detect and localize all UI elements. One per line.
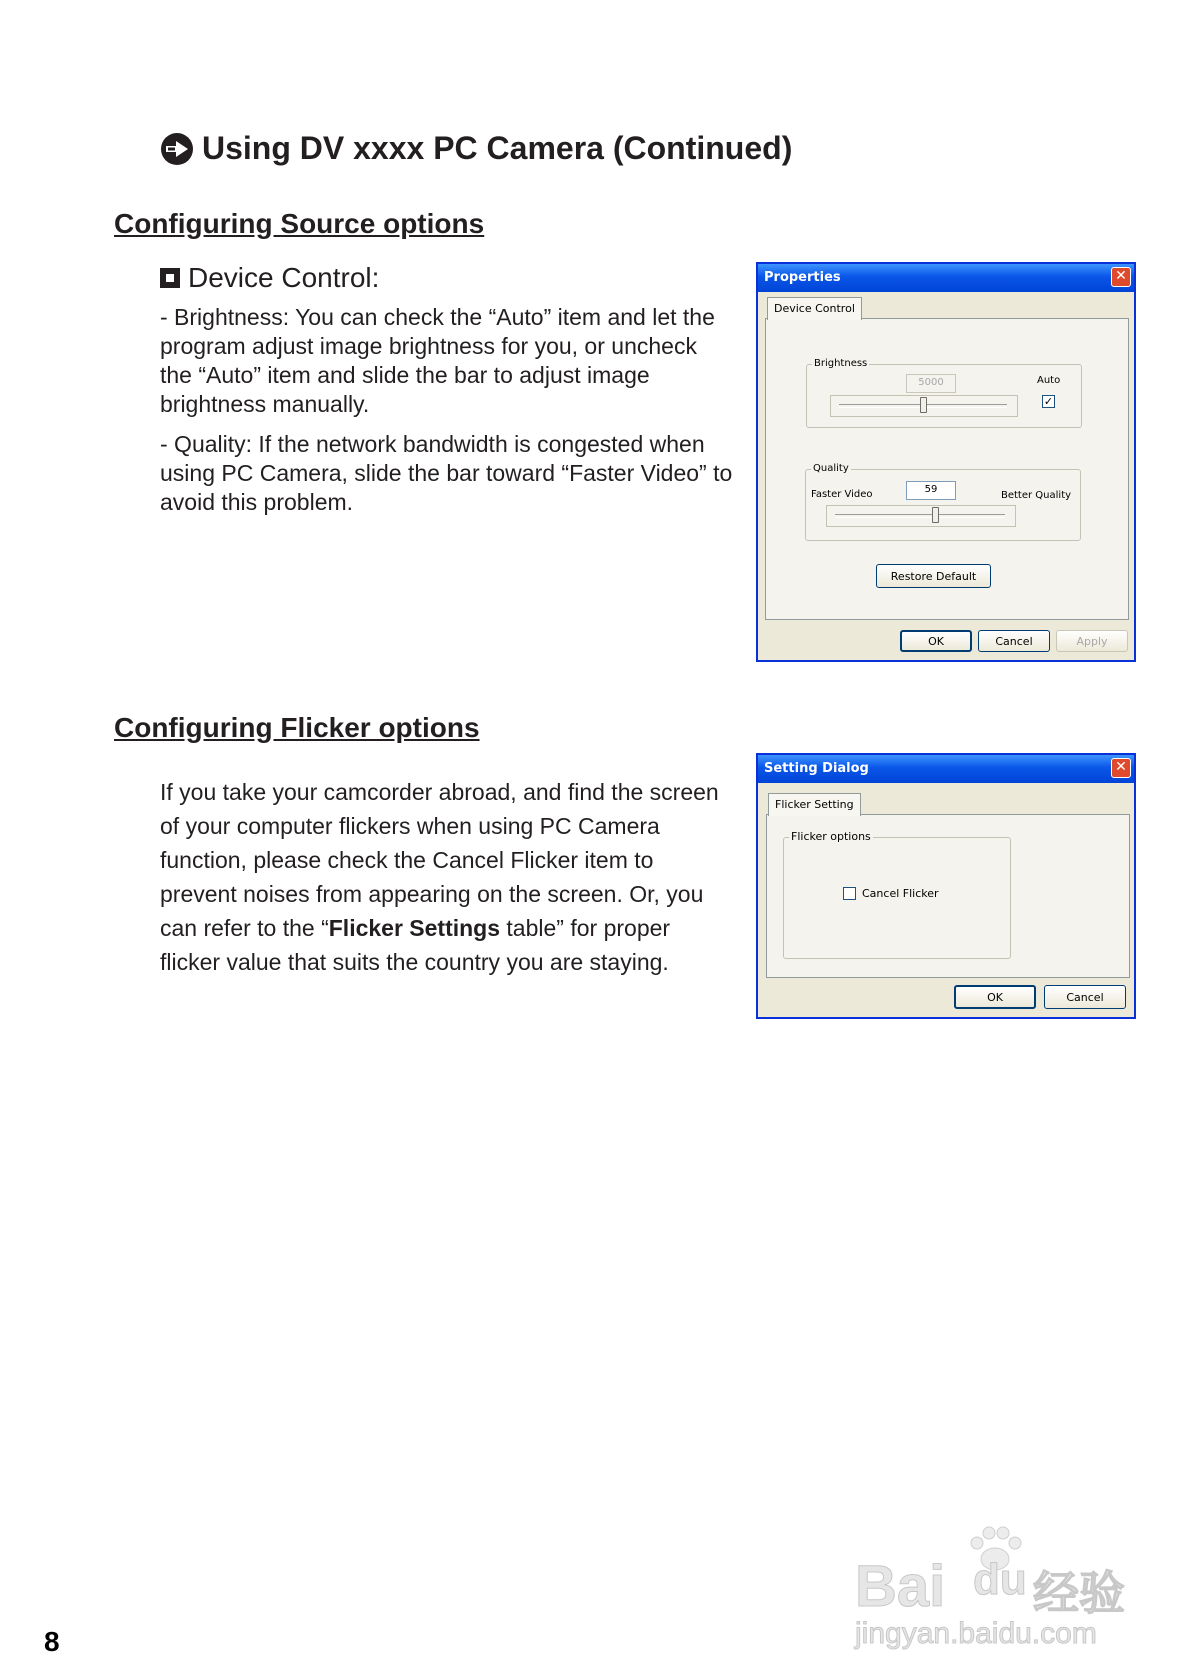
brightness-slider-box [830,395,1018,417]
auto-label: Auto [1037,375,1061,386]
better-quality-label: Better Quality [1001,490,1072,501]
source-section-heading: Configuring Source options [114,208,485,239]
auto-checkbox[interactable]: ✓ [1043,395,1054,408]
tab-device-control[interactable]: Device Control [767,297,862,320]
flicker-paragraph-part2: table” for proper flicker value that suits the country you are staying. [160,915,671,975]
arrow-circle-icon [160,132,194,166]
flicker-paragraph [160,775,735,979]
cancel-flicker-label: Cancel Flicker [862,887,939,900]
flicker-setting-panel [766,814,1130,978]
device-control-subheading [160,262,379,294]
setting-titlebar [758,755,1134,783]
quality-group-label: Quality [813,463,849,474]
flicker-options-label: Flicker options [791,830,871,843]
quality-paragraph: - Quality: If the network bandwidth is congested when using PC Camera, slide the bar toward “Faster Video” to avoid this problem. [160,431,733,515]
close-icon[interactable]: ✕ [1111,267,1131,287]
properties-title: Properties [764,270,841,285]
flicker-section-heading: Configuring Flicker options [114,712,480,743]
quality-slider-thumb[interactable] [932,507,939,523]
brightness-group-label: Brightness [814,358,868,369]
ok-button[interactable]: OK [954,985,1036,1009]
cancel-button[interactable]: Cancel [1044,985,1126,1009]
brightness-value-field[interactable]: 5000 [906,374,956,393]
device-control-label: Device Control: [188,262,380,293]
restore-default-button[interactable]: Restore Default [876,564,991,588]
page-number: 8 [44,1626,60,1657]
watermark-url: jingyan.baidu.com [855,1617,1097,1650]
close-icon[interactable]: ✕ [1111,758,1131,778]
cancel-button[interactable]: Cancel [978,630,1050,652]
flicker-settings-bold: Flicker Settings [328,915,501,941]
watermark-cn: 经验 [1033,1567,1125,1619]
properties-titlebar [758,264,1134,292]
quality-value-field[interactable]: 59 [906,481,956,500]
ok-button[interactable]: OK [900,630,972,652]
brightness-slider-thumb[interactable] [920,397,927,413]
watermark-brand: Bai [855,1554,946,1619]
cancel-flicker-checkbox[interactable] [843,887,856,900]
page-title-text: Using DV xxxx PC Camera (Continued) [202,130,793,166]
source-text-block [160,303,735,517]
flicker-paragraph-part1: If you take your camcorder abroad, and find the screen of your computer flickers when using PC Camera function, please check the Cancel Flicker item to prevent noises from appearing on the screen. Or, you can refer to the “ [160,779,719,941]
setting-dialog [756,753,1136,1019]
apply-button[interactable]: Apply [1056,630,1128,652]
square-bullet-icon [160,268,180,288]
watermark-brand-du: du [973,1555,1027,1604]
quality-slider-track [835,514,1005,518]
baidu-watermark [855,1525,1155,1650]
device-control-panel [765,318,1129,620]
quality-slider-box [826,505,1016,527]
page-title [160,130,792,167]
tab-flicker-setting[interactable]: Flicker Setting [768,793,861,816]
properties-dialog [756,262,1136,662]
setting-title: Setting Dialog [764,761,869,776]
faster-video-label: Faster Video [811,489,873,500]
brightness-paragraph: - Brightness: You can check the “Auto” item and let the program adjust image brightness for you, or uncheck the “Auto” item and slide the bar to adjust image brightness manually. [160,304,715,417]
flicker-text-block [160,775,735,979]
